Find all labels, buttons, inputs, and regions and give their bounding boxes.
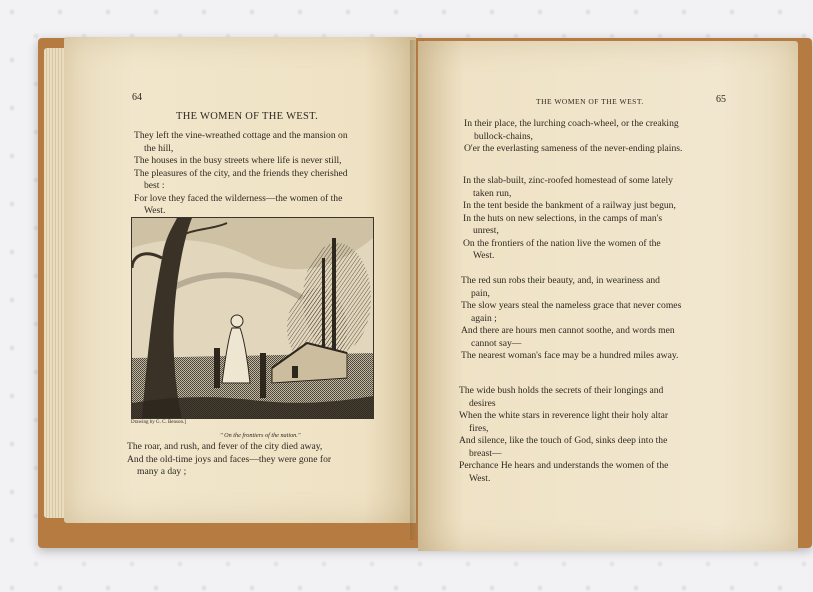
illustration-credit: Drawing by G. C. Benson.] [131,420,186,425]
poem-line: West. [144,205,166,216]
poem-title: THE WOMEN OF THE WEST. [176,111,319,122]
poem-line: The slow years steal the nameless grace that never comes [461,300,682,311]
poem-line: West. [473,250,495,261]
poem-line: cannot say— [471,337,522,349]
poem-line: many a day ; [137,466,187,477]
poem-line: The red sun robs their beauty, and, in weariness and [461,275,660,286]
poem-line: On the frontiers of the nation live the women of the [463,237,661,249]
poem-line: desires [469,397,496,409]
poem-line: again ; [471,312,497,324]
poem-line: In their place, the lurching coach-wheel, or the creaking [464,118,679,129]
poem-line: the hill, [144,142,174,154]
illustration-frontier-scene [131,217,374,419]
poem-line: They left the vine-wreathed cottage and the mansion on [134,130,348,141]
poem-line: breast— [469,447,502,459]
right-stanza-2 [463,175,725,263]
left-top-stanza [134,130,378,218]
poem-line: And the old-time joys and faces—they were gone for [127,453,332,465]
poem-line: pain, [471,287,490,299]
right-stanza-1 [464,118,726,156]
poem-line: The roar, and rush, and fever of the city died away, [127,441,323,452]
right-stanza-3 [461,275,725,363]
poem-line: West. [469,472,491,484]
right-stanza-4 [459,385,725,485]
poem-line: bullock-chains, [474,130,533,142]
poem-line: And silence, like the touch of God, sinks deep into the [459,435,668,446]
running-header: THE WOMEN OF THE WEST. [536,97,644,106]
poem-line: In the huts on new selections, in the camps of man's [463,212,663,224]
poem-line: In the slab-built, zinc-roofed homestead of some lately [463,175,673,186]
page-number-left: 64 [132,92,142,103]
poem-line: And there are hours men cannot soothe, and words men [461,325,675,336]
poem-line: When the white stars in reverence light their holy altar [459,410,669,421]
poem-line: O'er the everlasting sameness of the never-ending plains. [464,143,683,154]
illustration-caption: " On the frontiers of the nation." [220,432,301,439]
poem-line: The nearest woman's face may be a hundred miles away. [461,350,679,361]
poem-line: unrest, [473,225,499,236]
poem-line: For love they faced the wilderness—the women of the [134,192,343,204]
poem-line: taken run, [473,187,512,199]
poem-line: The pleasures of the city, and the friends they cherished [134,167,348,179]
left-bottom-stanza [127,441,375,479]
page-number-right: 65 [716,94,726,105]
poem-line: The houses in the busy streets where life is never still, [134,155,342,166]
poem-line: In the tent beside the bankment of a railway just begun, [463,200,676,211]
engraving-drawing [132,218,373,418]
poem-line: best : [144,180,165,191]
poem-line: fires, [469,422,489,434]
poem-line: The wide bush holds the secrets of their longings and [459,385,664,396]
poem-line: Perchance He hears and understands the women of the [459,460,669,471]
